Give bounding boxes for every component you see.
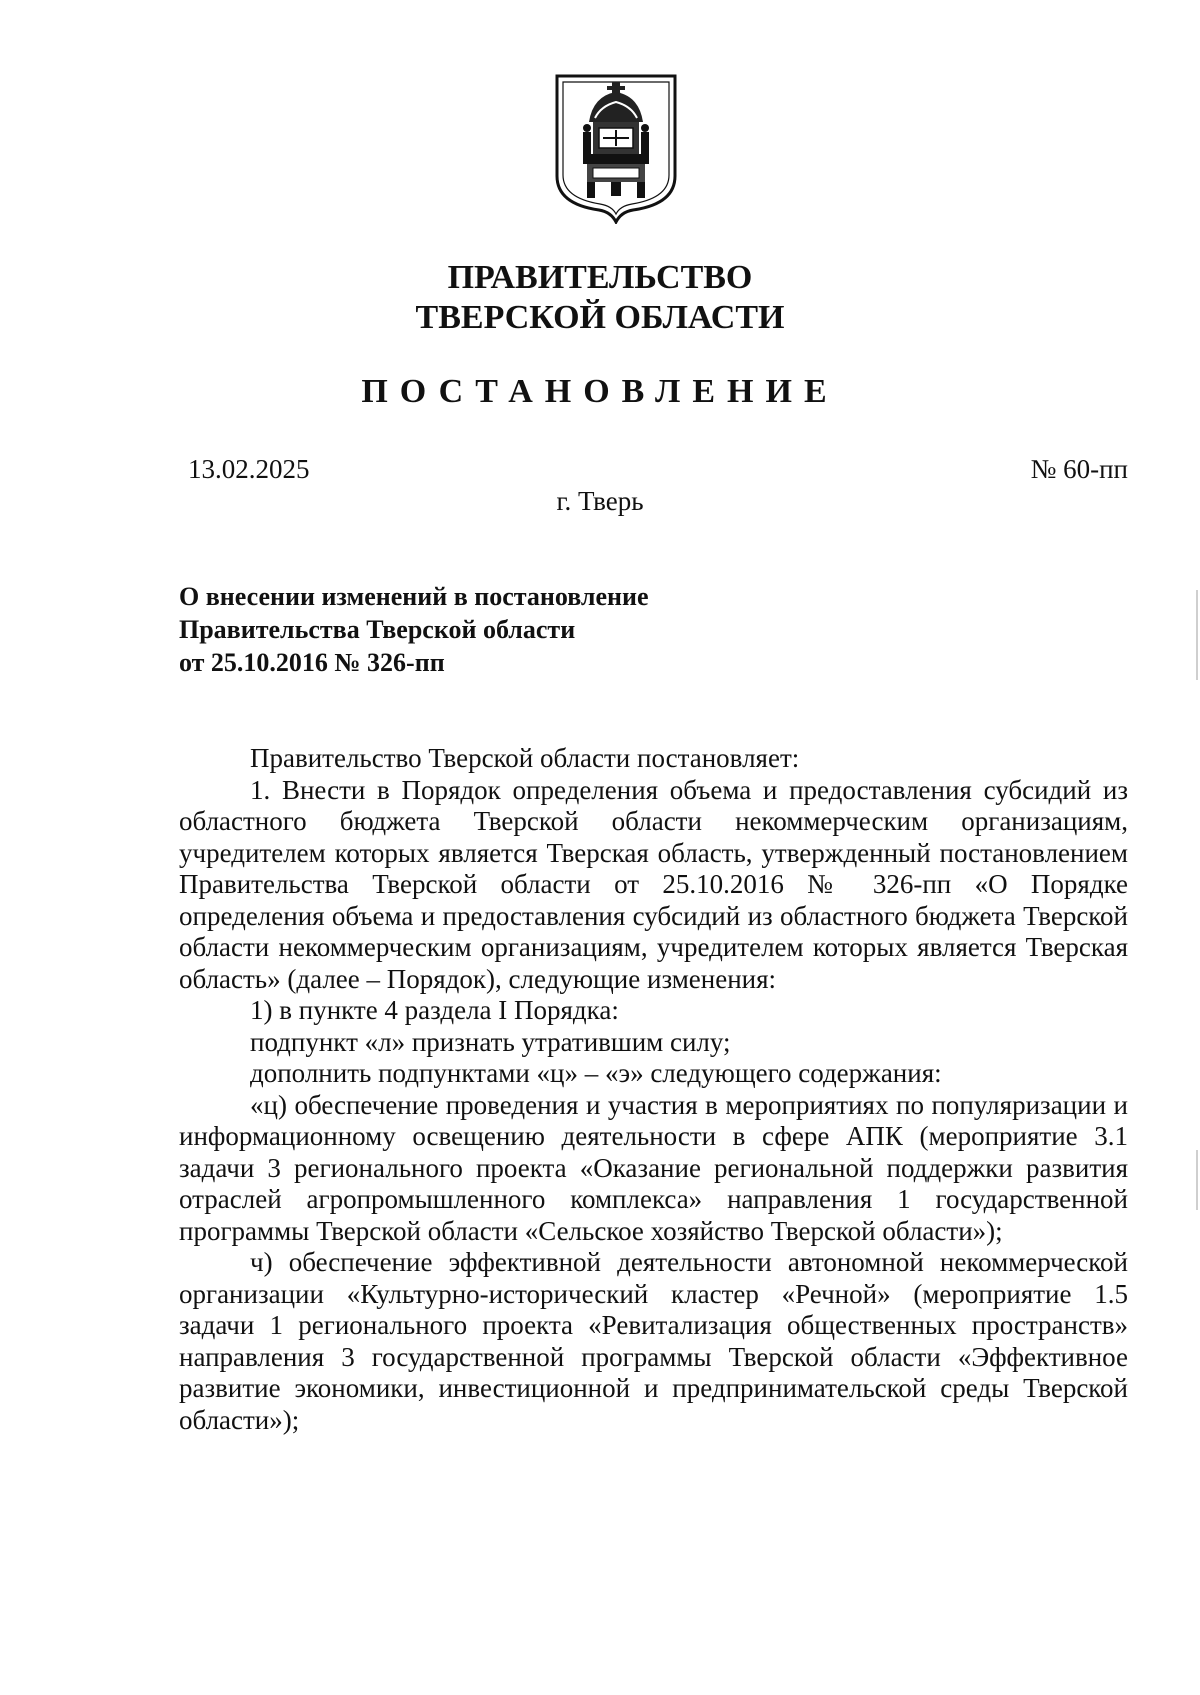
coat-of-arms-icon [553, 72, 679, 224]
document-number: № 60-пп [1030, 454, 1128, 484]
document-subject [179, 580, 879, 679]
scan-edge-mark [1196, 1150, 1198, 1210]
subject-line-2: Правительства Тверской области [179, 615, 576, 644]
organization-title-line-2: ТВЕРСКОЙ ОБЛАСТИ [415, 299, 785, 336]
document-body [179, 743, 1128, 1436]
document-type-heading: ПОСТАНОВЛЕНИЕ [361, 373, 839, 410]
body-paragraph-item-1: 1. Внести в Порядок определения объема и предоставления субсидий из областного бюджета Тверской области некоммерческим организациям, учредителем которых является Тверская область, утвержденный постановлением Правительства Тверской области от 25.10.2016 № 326-пп «О Порядке определения объема и предоставления субсидий из областного бюджета Тверской области некоммерческим организациям, учредителем которых является Тверская область» (далее – Порядок), следующие изменения: [179, 774, 1128, 994]
body-paragraph-repeal: подпункт «л» признать утратившим силу; [250, 1026, 731, 1057]
body-paragraph-subitem-1: 1) в пункте 4 раздела I Порядка: [250, 995, 619, 1025]
body-paragraph-subpoint-ch: ч) обеспечение эффективной деятельности автономной некоммерческой организации «Культурно-исторический кластер «Речной» (мероприятие 1.5 задачи 1 регионального проекта «Ревитализация общественных пространств» направления 3 государственной программы Тверской области «Эффективное развитие экономики, инвестиционной и предпринимательской среды Тверской области»); [179, 1247, 1128, 1435]
subject-line-1: О внесении изменений в постановление [179, 582, 649, 611]
scan-edge-mark [1196, 590, 1198, 680]
document-date: 13.02.2025 [188, 454, 310, 484]
body-paragraph-subpoint-ts: «ц) обеспечение проведения и участия в мероприятиях по популяризации и информационному освещению деятельности в сфере АПК (мероприятие 3.1 задачи 3 регионального проекта «Оказание региональной поддержки развития отраслей агропромышленного комплекса» направления 1 государственной программы Тверской области «Сельское хозяйство Тверской области»); [179, 1089, 1128, 1246]
organization-title-line-1: ПРАВИТЕЛЬСТВО [447, 259, 753, 296]
body-paragraph-supplement: дополнить подпунктами «ц» – «э» следующего содержания: [250, 1058, 942, 1088]
document-city: г. Тверь [556, 486, 644, 516]
body-paragraph-preamble: Правительство Тверской области постановляет: [250, 743, 800, 773]
subject-line-3: от 25.10.2016 № 326-пп [179, 648, 445, 677]
